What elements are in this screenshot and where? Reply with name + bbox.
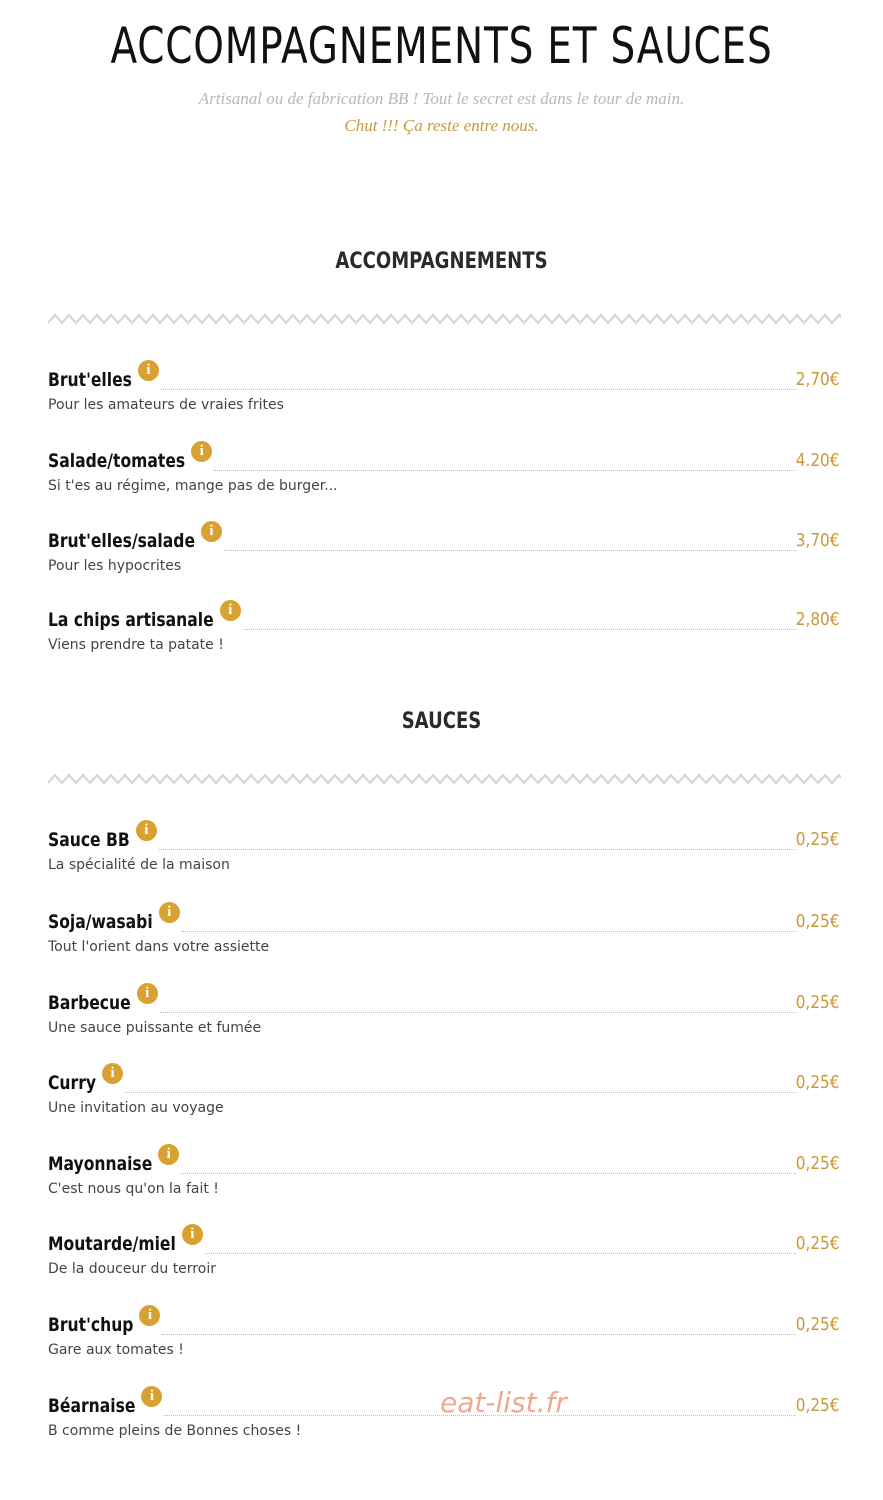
- info-icon[interactable]: i: [182, 1224, 203, 1245]
- item-description: Une invitation au voyage: [48, 1100, 224, 1116]
- item-name: Mayonnaise: [48, 1153, 153, 1175]
- item-price: 0,25€: [796, 1395, 840, 1416]
- subtitle-line-2: Chut !!! Ça reste entre nous.: [344, 116, 539, 135]
- item-name: Sauce BB: [48, 829, 130, 851]
- item-description: C'est nous qu'on la fait !: [48, 1181, 219, 1197]
- item-name: Soja/wasabi: [48, 911, 153, 933]
- item-price: 3,70€: [796, 530, 840, 551]
- info-icon[interactable]: i: [136, 820, 157, 841]
- price-leader: [160, 1012, 796, 1013]
- watermark: eat-list.fr: [440, 1386, 567, 1419]
- item-price: 4.20€: [796, 450, 840, 471]
- item-name: Brut'chup: [48, 1314, 134, 1336]
- section-title-accompagnements: ACCOMPAGNEMENTS: [335, 249, 548, 274]
- zigzag-divider: [48, 771, 841, 787]
- item-name: Brut'elles/salade: [48, 530, 196, 552]
- item-description: B comme pleins de Bonnes choses !: [48, 1423, 302, 1439]
- info-icon[interactable]: i: [141, 1386, 162, 1407]
- item-price: 0,25€: [796, 992, 840, 1013]
- item-description: Gare aux tomates !: [48, 1342, 184, 1358]
- menu-item[interactable]: [48, 904, 840, 968]
- item-description: Si t'es au régime, mange pas de burger...: [48, 478, 338, 494]
- price-leader: [214, 470, 796, 471]
- menu-item[interactable]: [48, 602, 840, 666]
- item-price: 0,25€: [796, 1233, 840, 1254]
- price-leader: [181, 1173, 796, 1174]
- menu-item[interactable]: [48, 985, 840, 1049]
- item-description: Viens prendre ta patate !: [48, 637, 224, 653]
- zigzag-divider: [48, 311, 841, 327]
- item-price: 0,25€: [796, 1153, 840, 1174]
- info-icon[interactable]: i: [220, 600, 241, 621]
- menu-item[interactable]: [48, 1146, 840, 1210]
- menu-item[interactable]: [48, 1307, 840, 1371]
- item-price: 2,80€: [796, 609, 840, 630]
- menu-item[interactable]: [48, 822, 840, 886]
- section-title-sauces: SAUCES: [401, 709, 482, 734]
- item-price: 0,25€: [796, 829, 840, 850]
- item-name: Béarnaise: [48, 1395, 136, 1417]
- price-leader: [182, 931, 796, 932]
- item-name: Brut'elles: [48, 369, 132, 391]
- item-name: La chips artisanale: [48, 609, 214, 631]
- price-leader: [125, 1092, 796, 1093]
- item-price: 0,25€: [796, 911, 840, 932]
- info-icon[interactable]: i: [137, 983, 158, 1004]
- item-description: Pour les hypocrites: [48, 558, 182, 574]
- price-leader: [162, 1334, 796, 1335]
- item-description: La spécialité de la maison: [48, 857, 230, 873]
- item-description: Tout l'orient dans votre assiette: [48, 939, 270, 955]
- menu-item[interactable]: [48, 443, 840, 507]
- info-icon[interactable]: i: [201, 521, 222, 542]
- subtitle-line-1: Artisanal ou de fabrication BB ! Tout le secret est dans le tour de main.: [198, 89, 685, 108]
- info-icon[interactable]: i: [138, 360, 159, 381]
- price-leader: [161, 389, 796, 390]
- info-icon[interactable]: i: [158, 1144, 179, 1165]
- item-name: Barbecue: [48, 992, 131, 1014]
- menu-item[interactable]: [48, 1065, 840, 1129]
- info-icon[interactable]: i: [191, 441, 212, 462]
- page-title: ACCOMPAGNEMENTS ET SAUCES: [110, 17, 773, 75]
- price-leader: [243, 629, 796, 630]
- menu-item[interactable]: [48, 362, 840, 426]
- item-description: De la douceur du terroir: [48, 1261, 216, 1277]
- item-name: Curry: [48, 1072, 97, 1094]
- info-icon[interactable]: i: [159, 902, 180, 923]
- item-price: 0,25€: [796, 1072, 840, 1093]
- price-leader: [205, 1253, 796, 1254]
- info-icon[interactable]: i: [139, 1305, 160, 1326]
- price-leader: [224, 550, 796, 551]
- item-price: 2,70€: [796, 369, 840, 390]
- info-icon[interactable]: i: [102, 1063, 123, 1084]
- menu-item[interactable]: [48, 1226, 840, 1290]
- price-leader: [159, 849, 796, 850]
- item-description: Pour les amateurs de vraies frites: [48, 397, 284, 413]
- item-description: Une sauce puissante et fumée: [48, 1020, 262, 1036]
- item-price: 0,25€: [796, 1314, 840, 1335]
- item-name: Salade/tomates: [48, 450, 186, 472]
- item-name: Moutarde/miel: [48, 1233, 176, 1255]
- menu-item[interactable]: [48, 523, 840, 587]
